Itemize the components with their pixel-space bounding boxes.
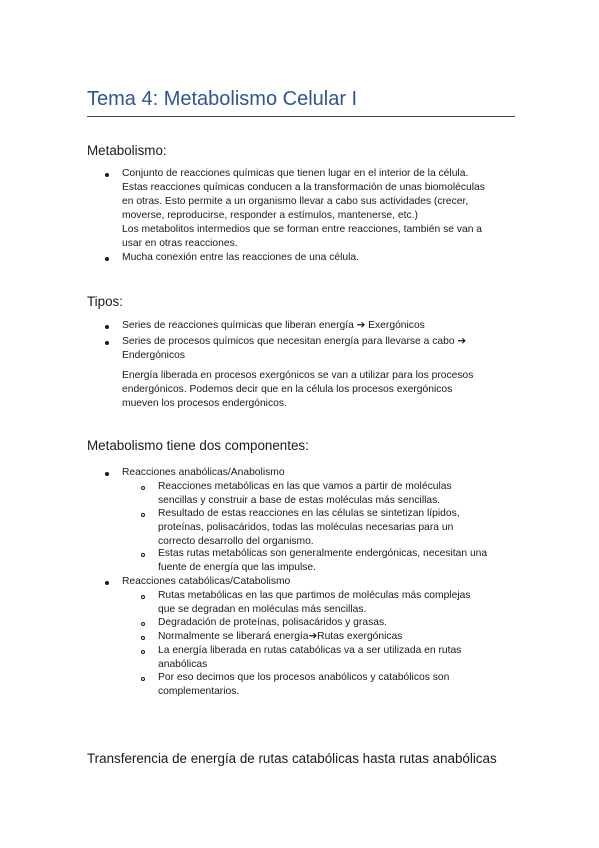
paragraph-line: Series de procesos químicos que necesitan energía para llevarse a cabo ➔	[122, 336, 467, 347]
bullet-circle	[141, 622, 145, 626]
paragraph-line: Degradación de proteínas, polisacáridos y grasas.	[158, 617, 387, 628]
bullet-dot	[105, 257, 109, 261]
bullet-dot	[105, 472, 109, 476]
bullet-dot	[105, 341, 109, 345]
paragraph-line: sencillas y construir a base de estas moléculas más sencillas.	[158, 495, 441, 506]
bullet-circle	[141, 486, 145, 490]
heading-tipos: Tipos:	[87, 294, 123, 309]
bullet-circle	[141, 636, 145, 640]
paragraph-line: Energía liberada en procesos exergónicos se van a utilizar para los procesos	[122, 370, 474, 381]
paragraph-line: Resultado de estas reacciones en las células se sintetizan lípidos,	[158, 508, 460, 519]
bullet-dot	[105, 325, 109, 329]
paragraph-line: endergónicos. Podemos decir que en la célula los procesos exergónicos	[122, 384, 453, 395]
page-title: Tema 4: Metabolismo Celular I	[87, 88, 358, 110]
heading-componentes: Metabolismo tiene dos componentes:	[87, 438, 309, 453]
paragraph-line: fuente de energía que las impulse.	[158, 562, 316, 573]
bullet-circle	[141, 677, 145, 681]
paragraph-line: Endergónicos	[122, 350, 185, 361]
paragraph-line: Normalmente se liberará energía➔Rutas exergónicas	[158, 631, 403, 642]
paragraph-line: proteínas, polisacáridos, todas las moléculas necesarias para un	[158, 522, 454, 533]
title-underline	[87, 116, 515, 117]
list-item-anabolicas: Reacciones anabólicas/Anabolismo	[122, 467, 285, 478]
paragraph-line: Estas reacciones químicas conducen a la transformación de unas biomoléculas	[122, 182, 485, 193]
bullet-dot	[105, 581, 109, 585]
paragraph-line: Reacciones metabólicas en las que vamos a partir de moléculas	[158, 481, 452, 492]
paragraph-line: mueven los procesos endergónicos.	[122, 398, 287, 409]
heading-transferencia: Transferencia de energía de rutas catabólicas hasta rutas anabólicas	[87, 751, 497, 766]
paragraph-line: Estas rutas metabólicas son generalmente endergónicas, necesitan una	[158, 548, 488, 559]
list-item-catabolicas: Reacciones catabólicas/Catabolismo	[122, 576, 291, 587]
bullet-circle	[141, 553, 145, 557]
bullet-dot	[105, 173, 109, 177]
paragraph-line: correcto desarrollo del organismo.	[158, 536, 314, 547]
paragraph-line: moverse, reproducirse, responder a estímulos, mantenerse, etc.)	[122, 210, 418, 221]
paragraph-line: en otras. Esto permite a un organismo llevar a cabo sus actividades (crecer,	[122, 196, 469, 207]
bullet-circle	[141, 513, 145, 517]
paragraph-line: Por eso decimos que los procesos anabólicos y catabólicos son	[158, 672, 450, 683]
paragraph-line: Mucha conexión entre las reacciones de una célula.	[122, 252, 359, 263]
paragraph-line: Rutas metabólicas en las que partimos de moléculas más complejas	[158, 590, 471, 601]
paragraph-line: Conjunto de reacciones químicas que tienen lugar en el interior de la célula.	[122, 168, 469, 179]
paragraph-line: que se degradan en moléculas más sencillas.	[158, 604, 367, 615]
paragraph-line: Series de reacciones químicas que liberan energía ➔ Exergónicos	[122, 320, 425, 331]
paragraph-line: usar en otras reacciones.	[122, 238, 238, 249]
bullet-circle	[141, 595, 145, 599]
paragraph-line: Los metabolitos intermedios que se forman entre reacciones, también se van a	[122, 224, 483, 235]
paragraph-line: complementarios.	[158, 686, 240, 697]
paragraph-line: anabólicas	[158, 659, 208, 670]
heading-metabolismo: Metabolismo:	[87, 143, 167, 158]
bullet-circle	[141, 650, 145, 654]
paragraph-line: La energía liberada en rutas catabólicas va a ser utilizada en rutas	[158, 645, 462, 656]
